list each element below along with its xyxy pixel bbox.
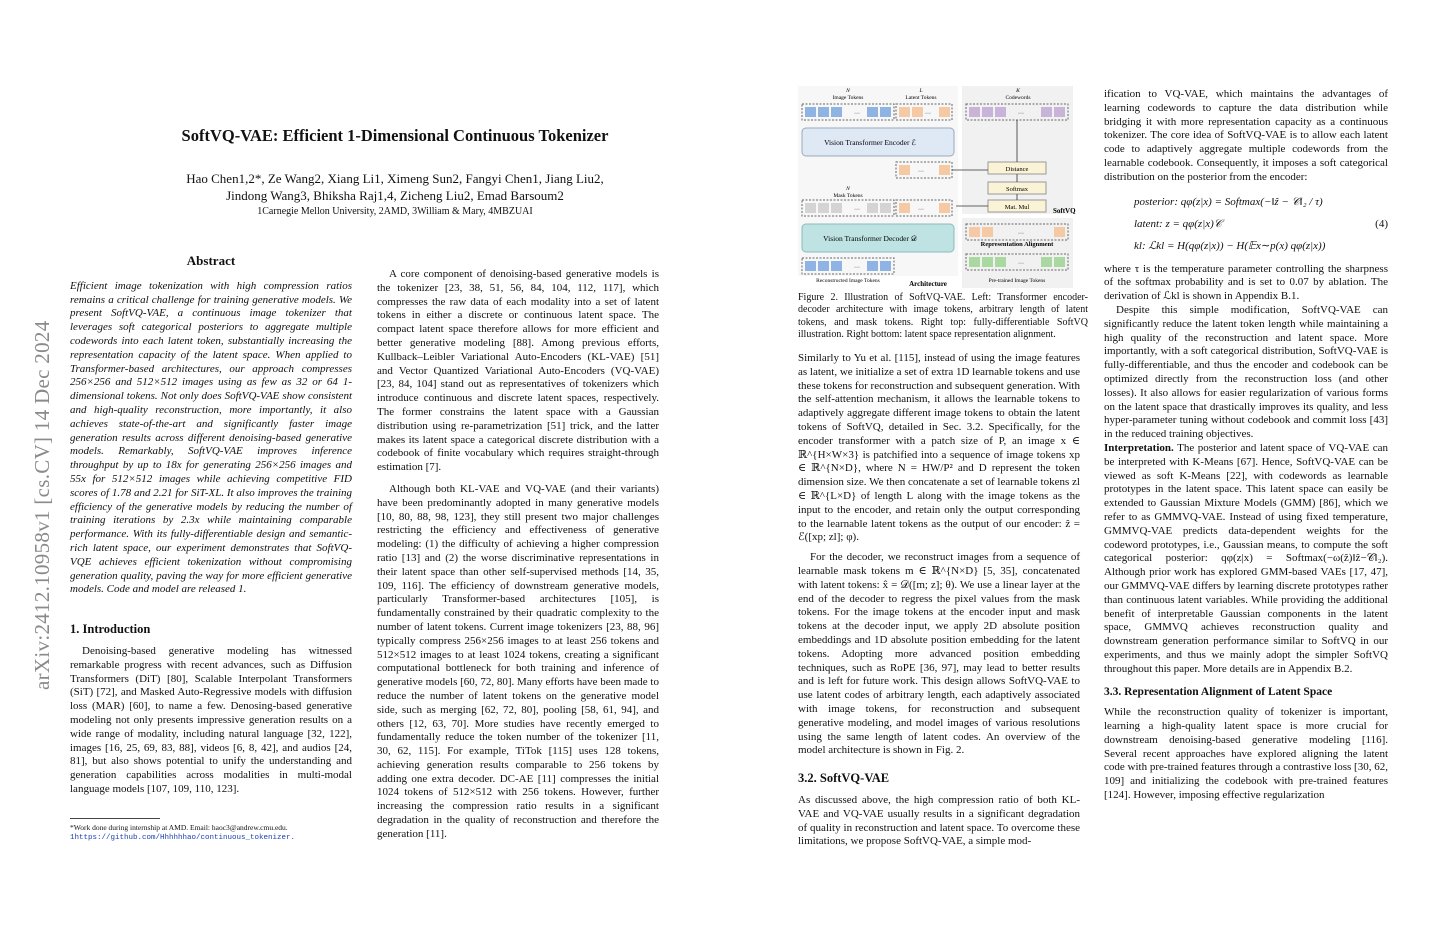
arxiv-stamp-text: arXiv:2412.10958v1 [cs.CV] 14 Dec 2024 (30, 320, 54, 690)
rep-align-label: Representation Alignment (980, 241, 1054, 248)
right-column (377, 268, 659, 842)
ellipsis-6: ··· (918, 207, 924, 213)
softvq-panel (962, 86, 1073, 214)
architecture-label: Architecture (909, 280, 947, 288)
ellipsis-3: ··· (1018, 111, 1024, 117)
ellipsis-8: ··· (1018, 231, 1024, 237)
softvq-label: SoftVQ (1053, 207, 1076, 215)
right-page (728, 0, 1456, 942)
ellipsis-1: ··· (854, 111, 860, 117)
softmax-label: Softmax (1005, 186, 1029, 193)
author-list (70, 170, 720, 204)
col2-paragraph-2: Although both KL-VAE and VQ-VAE (and their variants) have been predominantly adopted in many generative models [10, 80, 88, 98, 123], they still present two major challenges restricting the efficiency and effectiveness of generative modeling: (1) the difficulty of achieving a higher compression ratio [13] and (2) the worse discriminative representations in their latent space than other self-supervised methods [14, 35, 109, 116]. The efficiency of downstream generative models, particularly Transformer-based architectures [105], is fundamentally constrained by their quadratic complexity to the number of latent tokens. Current image tokenizers [23, 88, 96] typically compress 256×256 images to at least 256 tokens and 512×512 images to at least 1024 tokens, creating a significant computational bottleneck for both training and inference of generative models [60, 72, 80]. Many efforts have been made to reduce the number of latent tokens on the generative model side, such as merging [62, 72, 80], pooling [58, 61, 94], and others [12, 63, 70]. More studies have recently emerged to fundamentally reduce the token number of the tokenizer [11, 30, 62, 115]. For example, TiTok [115] uses 128 tokens, achieving generation results comparable to 256 tokens by adding one extra decoder. DC-AE [11] compresses the initial 1024 tokens of 512×512 with 256 tokens. However, further increasing the compression ratio results in a significant degradation in the quality of reconstruction and therefore the generation [11]. (377, 482, 659, 840)
equation-4 (1104, 191, 1388, 257)
footnote-1: *Work done during internship at AMD. Email: haoc3@andrew.cmu.edu. (70, 823, 288, 832)
ellipsis-7: ··· (854, 265, 860, 271)
column-4 (1104, 88, 1388, 803)
ellipsis-9: ··· (1018, 261, 1024, 267)
eq-posterior: posterior: qφ(z|x) = Softmax(−‖ẑ − 𝒞‖₂ / τ) (1134, 195, 1323, 208)
encoder-label: Vision Transformer Encoder ℰ (824, 138, 916, 147)
ellipsis-5: ··· (854, 207, 860, 213)
distance-label: Distance (1005, 166, 1029, 173)
affiliations: 1Carnegie Mellon University, 2AMD, 3William & Mary, 4MBZUAI (257, 206, 533, 217)
col4-paragraph-3: Despite this simple modification, SoftVQ-VAE can significantly reduce the latent token length while maintaining a high quality of the reconstruction and latent space. More importantly, with a soft categorical distribution, SoftVQ-VAE is fully-differentiable, and thus the encoder and codebook can be optimized directly from the reconstruction loss (and other losses). It also allows for easier regularization of various forms on the latent space that drastically improves its quality, and less hyper-parameter tuning without codebook and commit loss [43] in the reduced training objectives. (1104, 303, 1388, 441)
ellipsis-2: ··· (925, 111, 931, 117)
sec32-heading: 3.2. SoftVQ-VAE (798, 771, 890, 786)
sec33-heading: 3.3. Representation Alignment of Latent Space (1104, 686, 1333, 699)
paper-title: SoftVQ-VAE: Efficient 1-Dimensional Continuous Tokenizer (181, 126, 609, 145)
col3-paragraph-2: For the decoder, we reconstruct images from a sequence of learnable mask tokens m ∈ ℝ^{N×D} [5, 35], concatenated with latent tokens: x̂ = 𝒟([m; z]; θ). We use a linear layer at the end of the decoder to regress the pixel values from the mask tokens. For the image tokens at the encoder input and mask tokens at the decoder input, we apply 2D absolute position embeddings and 1D absolute position embedding for the latent tokens. Adopting more advanced position embedding techniques, such as RoPE [36, 97], may lead to better results and is left for future work. This design allows SoftVQ-VAE to use latent codes of arbitrary length, each adaptively associated with image tokens, for reconstruction and subsequent generative modeling, and model images of various resolutions using the same length of latent codes. An overview of the model architecture is shown in Fig. 2. (798, 551, 1080, 757)
codewords-label: Codewords (1005, 95, 1031, 101)
interpretation-lead: Interpretation. (1104, 441, 1174, 454)
k-label: K (1016, 88, 1020, 94)
abstract-heading: Abstract (186, 253, 236, 268)
latent-tokens-label: Latent Tokens (905, 95, 937, 101)
intro-heading: 1. Introduction (70, 622, 151, 637)
l-label: L (919, 88, 923, 94)
image-tokens-label: Image Tokens (832, 95, 864, 101)
eq-latent: latent: z = qφ(z|x)𝒞 (1134, 217, 1222, 230)
col4-paragraph-2: where τ is the temperature parameter controlling the sharpness of the softmax probability and is set to 0.07 by ablation. The derivation of ℒkl is shown in Appendix B.1. (1104, 262, 1388, 303)
decoder-label: Vision Transformer Decoder 𝒟 (823, 234, 917, 243)
col2-paragraph-1: A core component of denoising-based generative models is the tokenizer [23, 38, 51, 56, 84, 104, 112, 117], which compresses the raw data of each modality into a set of latent tokens in either a discrete or continuous latent space. The compact latent space therefore allows for more efficient and better generative modeling [88]. Among previous efforts, Kullback–Leibler Variational Auto-Encoders (KL-VAE) [51] and Vector Quantized Variational Auto-Encoders (VQ-VAE) [23, 84, 104] stand out as representatives of tokenizers which introduce continuous and discrete latent spaces, respectively. The former constrains the latent space with a Gaussian distribution using re-parametrization [51] trick, and the latter makes its latent space a categorical discrete distribution with a codebook of finite vocabulary which requires straight-through estimation [7]. (377, 268, 659, 474)
sec33-paragraph-1: While the reconstruction quality of tokenizer is important, learning a high-quality latent space is more crucial for downstream denoising-based generative modeling [116]. Several recent approaches have explored aligning the latent code with pre-trained features through a contrastive loss [30, 62, 109] and initializing the codebook with pre-trained features [124]. However, imposing effective regularization (1104, 706, 1388, 802)
footnote-2[interactable]: 1https://github.com/Hhhhhhao/continuous_tokenizer. (70, 834, 296, 842)
column-3 (798, 352, 1080, 849)
col4-paragraph-4 (1104, 442, 1388, 677)
arxiv-stamp (18, 250, 54, 690)
left-column (70, 254, 352, 797)
intro-paragraph-1: Denoising-based generative modeling has witnessed remarkable progress with recent advances, such as Diffusion Transformers (DiT) [80], Scalable Interpolant Transformers (SiT) [72], and Masked Auto-Regressive models with diffusion loss (MAR) [60], to name a few. Denosing-based generative modeling not only presents impressive generation results on a wide range of modality, including natural language [32, 122], images [16, 25, 69, 83, 88], videos [6, 8, 42], and audios [24, 81], but also shows potential to unify the understanding and generation capabilities across modalities in multi-modal language models [107, 109, 110, 123]. (70, 644, 352, 795)
col4-paragraph-1: ification to VQ-VAE, which maintains the advantages of learning codewords to capture the data distribution while bridging it with more representation capacity as a continuous tokenizer. The core idea of SoftVQ-VAE is to allow each latent code to adaptively aggregate multiple codewords from the learnable codebook. Consequently, it imposes a soft categorical distribution on the posterior from the encoder: (1104, 88, 1388, 183)
ellipsis-4: ··· (918, 169, 924, 175)
n-label-top: N (846, 88, 850, 94)
authors-line-1: Hao Chen1,2*, Ze Wang2, Xiang Li1, Ximeng Sun2, Fangyi Chen1, Jiang Liu2, (186, 171, 604, 186)
architecture-diagram (798, 86, 1076, 290)
eq-kl: kl: ℒkl = H(qφ(z|x)) − H(𝔼x∼p(x) qφ(z|x)) (1134, 239, 1326, 252)
sec32-paragraph-1: As discussed above, the high compression ratio of both KL-VAE and VQ-VAE usually results in a significant degradation of quality in reconstruction and latent space. To overcome these limitations, we propose SoftVQ-VAE, a simple mod- (798, 793, 1080, 848)
eq-number: (4) (1375, 217, 1388, 230)
authors-line-2: Jindong Wang3, Bhiksha Raj1,4, Zicheng Liu2, Emad Barsoum2 (226, 188, 564, 203)
footnotes (70, 818, 360, 843)
mask-tokens-label: Mask Tokens (833, 193, 863, 199)
col3-paragraph-1: Similarly to Yu et al. [115], instead of using the image features as latent, we initialize a set of extra 1D learnable tokens and use these tokens for reconstruction and subsequent generation. With the self-attention mechanism, it allows the learnable tokens to adaptively aggregate different image tokens to obtain the latent tokens of SoftVQ, detailed in Sec. 3.2. Specifically, for the encoder transformer with a patch size of P, an image x ∈ ℝ^{H×W×3} is patchified into a sequence of image tokens xp ∈ ℝ^{N×D}, where N = HW/P² and D represent the token dimension size. We then concatenate a set of learnable tokens zl ∈ ℝ^{L×D} of length L along with the image tokens as the input to the encoder, and retain only the output corresponding to the learnable latent tokens as the output of our encoder: ẑ = ℰ([xp; zl]; φ). (798, 352, 1080, 544)
abstract-text: Efficient image tokenization with high compression ratios remains a critical challenge for training generative models. We present SoftVQ-VAE, a continuous image tokenizer that leverages soft categorical posteriors to aggregate multiple codewords into each latent token, substantially increasing the representation capacity of the latent space. When applied to Transformer-based architectures, our approach compresses 256×256 and 512×512 images using as few as 32 or 64 1-dimensional tokens. Not only does SoftVQ-VAE show consistent and high-quality reconstruction, more importantly, it also achieves state-of-the-art and significantly faster image generation results across different denoising-based generative models. Remarkably, SoftVQ-VAE improves inference throughput by up to 18x for generating 256×256 images and 55x for 512×512 images while achieving competitive FID scores of 1.78 and 2.21 for SiT-XL. It also improves the training efficiency of the generative models by reducing the number of training iterations by 2.3x while maintaining comparable performance. With its fully-differentiable design and semantic-rich latent space, our experiment demonstrates that SoftVQ-VQE achieves efficient tokenization without compromising generation quality, paving the way for more efficient generative models. Code and model are released 1. (70, 279, 352, 596)
reconstructed-label: Reconstructed Image Tokens (816, 278, 880, 284)
interpretation-body: The posterior and latent space of VQ-VAE can be interpreted with K-Means [67]. Hence, SoftVQ-VAE can be viewed as soft K-Means [22], with codewords as learnable prototypes in the latent space. This latent space can easily be extended to Gaussian Mixture Models (GMM) [86], which we refer to as GMMVQ-VAE. Instead of using fixed temperature, GMMVQ-VAE predicts data-dependent weights for the codeword prototypes, i.e., Gaussian means, to compute the soft categorical posterior: qφ(z|x) = Softmax(−ω(ẑ)‖ẑ−𝒞‖₂). Although prior work has explored GMM-based VAEs [17, 47], our GMMVQ-VAE differs by learning discrete prototypes rather than continuous latent variables. While providing the additional benefit of interpretable Gaussian components in the latent space, GMMVQ achieves reconstruction quality and downstream generation performance similar to SoftVQ in our experiments, and thus we mainly adopt the simpler SoftVQ throughout this paper. More details are in Appendix B.2. (1104, 441, 1388, 675)
figure-2 (798, 86, 1076, 290)
pretrained-label: Pre-trained Image Tokens (988, 278, 1046, 284)
footnote-rule (70, 818, 160, 819)
n-label-mask: N (846, 186, 850, 192)
matmul-label: Mat. Mul (1004, 204, 1030, 211)
figure-caption: Figure 2. Illustration of SoftVQ-VAE. Left: Transformer encoder-decoder architecture with image tokens, arbitrary length of latent tokens, and mask tokens. Right top: fully-differentiable SoftVQ illustration. Right bottom: latent space representation alignment. (798, 292, 1088, 341)
